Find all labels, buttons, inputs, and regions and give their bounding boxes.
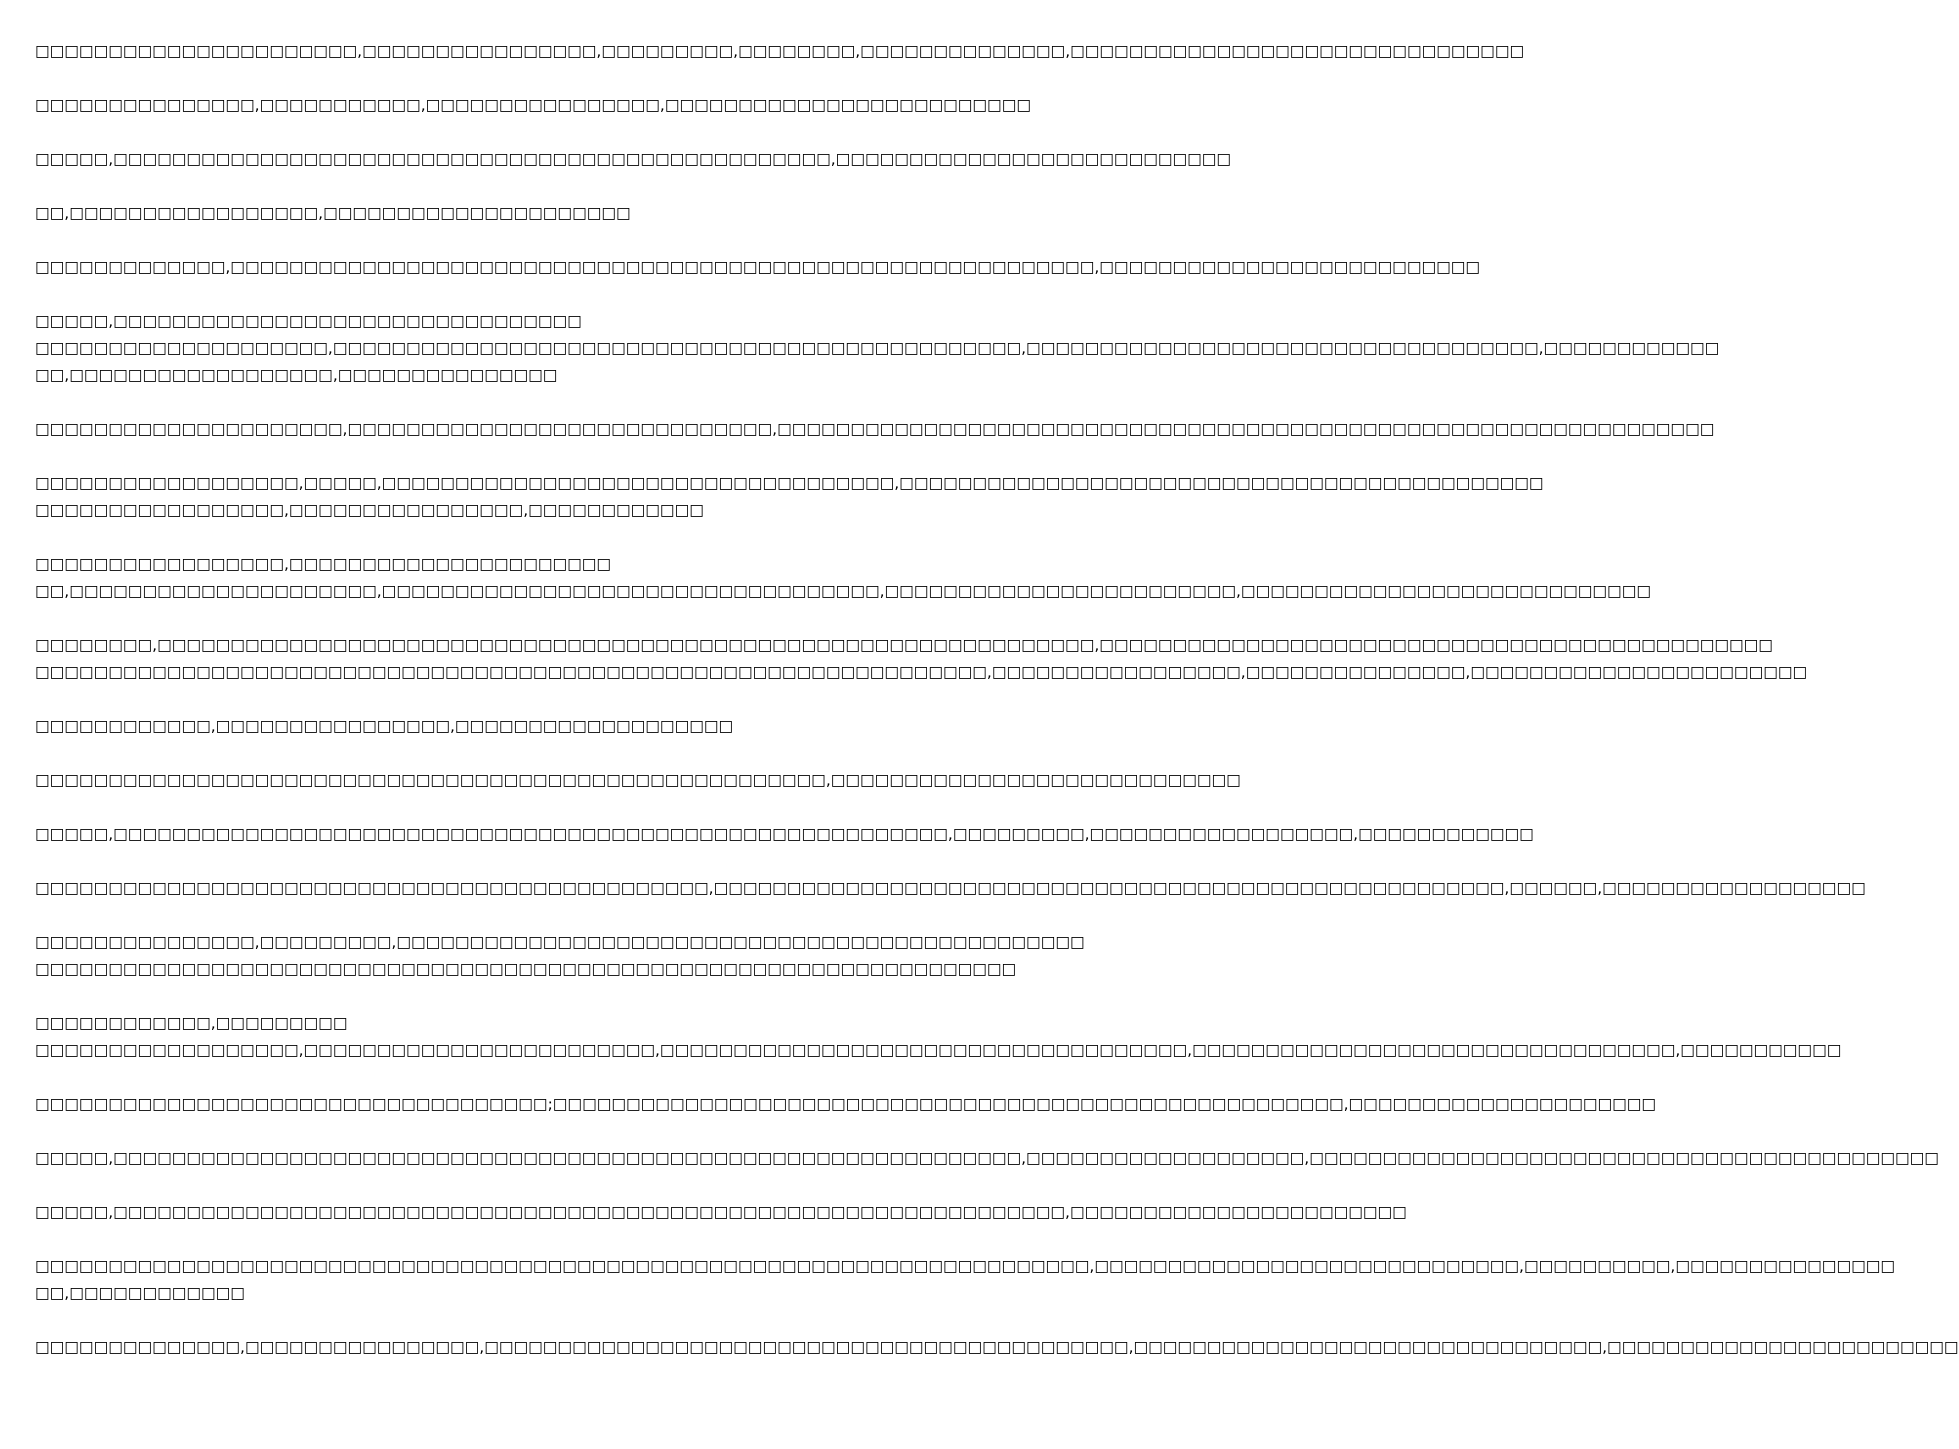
- text-line: □□□□□□□□□□□□□□,□□□□□□□□□□□□□□□□,□□□□□□□□□□□□□□□□□□□□□□□□□□□□□□□□□□□□□□□□□□□□,□□□□□□□□□□□□□□□□□□□□□□□□□□□□□□□□,□□□□□□□□□□□□□□□□□□□□□□□□: [35, 1338, 1959, 1356]
- text-line: □□□□□□□□□□□□□□□□□,□□□□□□□□□□□□□□□□□□□□□□: [35, 555, 612, 573]
- paragraph: [35, 200, 990, 227]
- paragraph: [35, 821, 1534, 848]
- paragraph: [35, 1010, 1842, 1064]
- text-line: □□□□□□□□,□□□□□□□□□□□□□□□□□□□□□□□□□□□□□□□□□□□□□□□□□□□□□□□□□□□□□□□□□□□□□□□□,□□□□□□□□□□□□□□□□□□□□□□□□□□□□□□□□□□□□□□□□□□□□□□: [35, 636, 1773, 654]
- text-line: □□□□□□□□□□□□□□□□□□□□□□□□□□□□□□□□□□□;□□□□□□□□□□□□□□□□□□□□□□□□□□□□□□□□□□□□□□□□□□□□□□□□□□□□□□,□□□□□□□□□□□□□□□□□□□□□: [35, 1095, 1657, 1113]
- text-line: □□□□□,□□□□□□□□□□□□□□□□□□□□□□□□□□□□□□□□□□□□□□□□□□□□□□□□□□□□□□□□□,□□□□□□□□□,□□□□□□□□□□□□□□□□□□,□□□□□□□□□□□□: [35, 825, 1534, 843]
- text-line: □□□□□□□□□□□□□□□□□□□□□□□□□□□□□□□□□□□□□□□□□□□□□□,□□□□□□□□□□□□□□□□□□□□□□□□□□□□□□□□□□□□□□□□□□□□□□□□□□□□□□,□□□□□□,□□□□□□□□□□□□□□□□□□: [35, 879, 1866, 897]
- text-line: □□,□□□□□□□□□□□□□□□□□□□□□,□□□□□□□□□□□□□□□□□□□□□□□□□□□□□□□□□□,□□□□□□□□□□□□□□□□□□□□□□□□,□□□□□□□□□□□□□□□□□□□□□□□□□□□□: [35, 582, 1651, 600]
- paragraph: [35, 713, 990, 740]
- text-line: □□□□□□□□□□□□□□□□□□□□□□□□□□□□□□□□□□□□□□□□□□□□□□□□□□□□□□,□□□□□□□□□□□□□□□□□□□□□□□□□□□□: [35, 771, 1241, 789]
- paragraph: [35, 1199, 1407, 1226]
- paragraph: [35, 38, 1525, 65]
- text-line: □□□□□□□□□□□□□,□□□□□□□□□□□□□□□□□□□□□□□□□□□□□□□□□□□□□□□□□□□□□□□□□□□□□□□□□□□,□□□□□□□□□□□□□□□□□□□□□□□□□□: [35, 258, 1481, 276]
- text-line: □□□□□□□□□□□□□□□□□□□□□□□□□□□□□□□□□□□□□□□□□□□□□□□□□□□□□□□□□□□□□□□□□□□: [35, 960, 1017, 978]
- paragraph: [35, 254, 1481, 281]
- text-line: □□□□□□□□□□□□□□□□□□□□□□,□□□□□□□□□□□□□□□□,□□□□□□□□□,□□□□□□□□,□□□□□□□□□□□□□□,□□□□□□□□□□□□□□□□□□□□□□□□□□□□□□□: [35, 42, 1525, 60]
- text-line: □□□□□□□□□□□□□□□□□,□□□□□□□□□□□□□□□□,□□□□□□□□□□□□: [35, 501, 704, 519]
- text-line: □□□□□□□□□□□□□□□,□□□□□□□□□□□,□□□□□□□□□□□□□□□□,□□□□□□□□□□□□□□□□□□□□□□□□□: [35, 96, 1031, 114]
- text-line: □□,□□□□□□□□□□□□□□□□□,□□□□□□□□□□□□□□□□□□□□□: [35, 204, 631, 222]
- text-line: □□□□□,□□□□□□□□□□□□□□□□□□□□□□□□□□□□□□□□□□□□□□□□□□□□□□□□□□□□□□□□□□□□□□□□□,□□□□□□□□□□□□□□□□□□□□□□□: [35, 1203, 1407, 1221]
- paragraph: [35, 416, 1715, 443]
- text-line: □□□□□,□□□□□□□□□□□□□□□□□□□□□□□□□□□□□□□□□□□□□□□□□□□□□□□□□□□□□□□□□□□□□□,□□□□□□□□□□□□□□□□□□□,□□□□□□□□□□□□□□□□□□□□□□□□□□□□□□□□□□□□□□□□□□□: [35, 1149, 1939, 1167]
- paragraph: [35, 875, 1866, 902]
- paragraph: [35, 1334, 1959, 1361]
- text-line: □□□□□□□□□□□□□□□□□□,□□□□□□□□□□□□□□□□□□□□□□□□,□□□□□□□□□□□□□□□□□□□□□□□□□□□□□□□□□□□□,□□□□□□□□□□□□□□□□□□□□□□□□□□□□□□□□□,□□□□□□□□□□□: [35, 1041, 1842, 1059]
- text-line: □□□□□□□□□□□□□□□□□□□□□□□□□□□□□□□□□□□□□□□□□□□□□□□□□□□□□□□□□□□□□□□□□,□□□□□□□□□□□□□□□□□,□□□□□□□□□□□□□□□,□□□□□□□□□□□□□□□□□□□□□□□: [35, 663, 1808, 681]
- text-line: □□□□□□□□□□□□□□□,□□□□□□□□□,□□□□□□□□□□□□□□□□□□□□□□□□□□□□□□□□□□□□□□□□□□□□□□□: [35, 933, 1085, 951]
- paragraph: [35, 551, 1651, 605]
- paragraph: [35, 929, 1085, 983]
- paragraph: [35, 92, 1031, 119]
- text-line: □□□□□□□□□□□□□□□□□□□□□□□□□□□□□□□□□□□□□□□□□□□□□□□□□□□□□□□□□□□□□□□□□□□□□□□□,□□□□□□□□□□□□□□□□□□□□□□□□□□□□□,□□□□□□□□□□,□□□□□□□□□□□□□□□: [35, 1257, 1896, 1275]
- paragraph: [35, 146, 1232, 173]
- paragraph: [35, 1145, 1939, 1172]
- paragraph: [35, 632, 1808, 686]
- text-line: □□□□□,□□□□□□□□□□□□□□□□□□□□□□□□□□□□□□□□: [35, 312, 582, 330]
- text-line: □□□□□□□□□□□□,□□□□□□□□□□□□□□□□,□□□□□□□□□□□□□□□□□□□: [35, 717, 734, 735]
- document-body: [35, 38, 1959, 1388]
- paragraph: [35, 1253, 1896, 1307]
- text-line: □□,□□□□□□□□□□□□□□□□□□,□□□□□□□□□□□□□□□: [35, 366, 558, 384]
- paragraph: [35, 308, 1720, 389]
- text-line: □□,□□□□□□□□□□□□: [35, 1284, 245, 1302]
- text-line: □□□□□□□□□□□□□□□□□□□□□,□□□□□□□□□□□□□□□□□□□□□□□□□□□□□,□□□□□□□□□□□□□□□□□□□□□□□□□□□□□□□□□□□□□□□□□□□□□□□□□□□□□□□□□□□□□□□□: [35, 420, 1715, 438]
- paragraph: [35, 470, 1544, 524]
- text-line: □□□□□□□□□□□□□□□□□□□□,□□□□□□□□□□□□□□□□□□□□□□□□□□□□□□□□□□□□□□□□□□□□□□□,□□□□□□□□□□□□□□□□□□□□□□□□□□□□□□□□□□□,□□□□□□□□□□□□: [35, 339, 1720, 357]
- text-line: □□□□□,□□□□□□□□□□□□□□□□□□□□□□□□□□□□□□□□□□□□□□□□□□□□□□□□□,□□□□□□□□□□□□□□□□□□□□□□□□□□□: [35, 150, 1232, 168]
- text-line: □□□□□□□□□□□□□□□□□□,□□□□□,□□□□□□□□□□□□□□□□□□□□□□□□□□□□□□□□□□□,□□□□□□□□□□□□□□□□□□□□□□□□□□□□□□□□□□□□□□□□□□□□: [35, 474, 1544, 492]
- text-line: □□□□□□□□□□□□,□□□□□□□□□: [35, 1014, 348, 1032]
- paragraph: [35, 1091, 1657, 1118]
- paragraph: [35, 767, 1241, 794]
